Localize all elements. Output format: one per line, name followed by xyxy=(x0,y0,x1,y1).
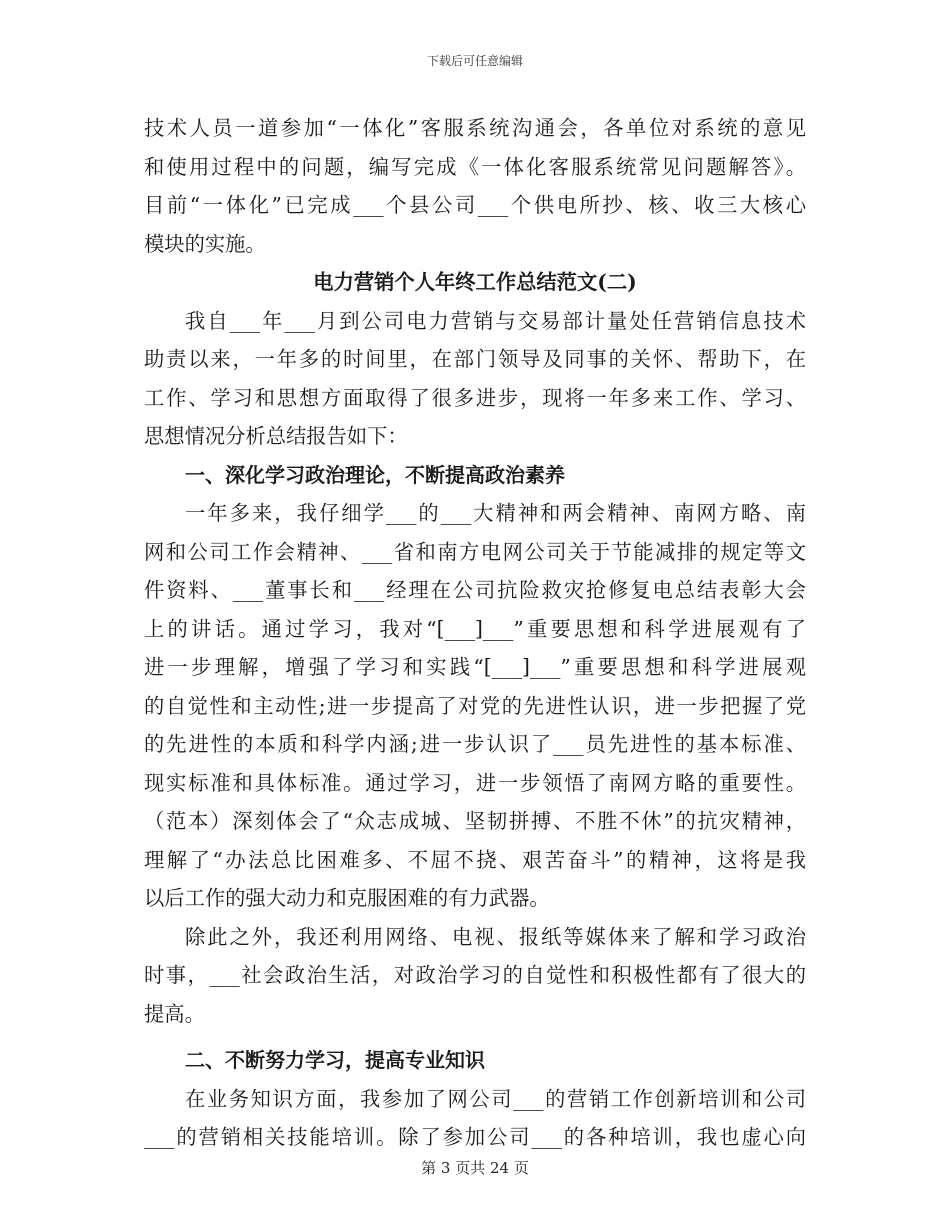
paragraph-line: 思想情况分析总结报告如下： xyxy=(144,424,408,448)
document-body xyxy=(144,109,806,1157)
page-footer: 第 3 页共 24 页 xyxy=(421,1159,529,1177)
paragraph-line: 除此之外，我还利用网络、电视、报纸等媒体来了解和学习政治 xyxy=(185,924,806,949)
section-title: 电力营销个人年终工作总结范文(二) xyxy=(313,270,637,294)
page-header: 下载后可任意编辑 xyxy=(426,54,523,68)
paragraph-line: 目前“一体化”已完成___个县公司___个供电所抄、核、收三大核心 xyxy=(144,193,806,217)
paragraph-line: 上的讲话。通过学习，我对“[___]___”重要思想和科学进展观有了 xyxy=(144,616,806,641)
paragraph-line: 助责以来，一年多的时间里，在部门领导及同事的关怀、帮助下，在 xyxy=(144,347,806,371)
heading-1: 一、深化学习政治理论，不断提高政治素养 xyxy=(185,462,565,487)
paragraph-line: 的自觉性和主动性;进一步提高了对党的先进性认识，进一步把握了党 xyxy=(144,693,806,718)
paragraph-line: 和使用过程中的问题，编写完成《一体化客服系统常见问题解答》。 xyxy=(144,154,806,179)
paragraph-line: 模块的实施。 xyxy=(144,231,266,256)
paragraph-line: 时事，___社会政治生活，对政治学习的自觉性和积极性都有了很大的 xyxy=(144,963,806,987)
paragraph-line: 一年多来，我仔细学___的___大精神和两会精神、南网方略、南 xyxy=(185,501,806,525)
paragraph-line: 件资料、___董事长和___经理在公司抗险救灾抢修复电总结表彰大会 xyxy=(144,578,806,602)
heading-2: 二、不断努力学习，提高专业知识 xyxy=(185,1048,485,1072)
paragraph-line: 网和公司工作会精神、___省和南方电网公司关于节能减排的规定等文 xyxy=(144,539,806,564)
paragraph-line: 进一步理解，增强了学习和实践“[___]___”重要思想和科学进展观 xyxy=(144,655,806,679)
paragraph-line: 技术人员一道参加“一体化”客服系统沟通会，各单位对系统的意见 xyxy=(144,116,806,140)
paragraph-line: 我自___年___月到公司电力营销与交易部计量处任营销信息技术 xyxy=(185,308,806,333)
paragraph-line: 工作、学习和思想方面取得了很多进步，现将一年多来工作、学习、 xyxy=(144,385,806,410)
paragraph-line: 现实标准和具体标准。通过学习，进一步领悟了南网方略的重要性。 xyxy=(144,770,806,795)
paragraph-line: （范本）深刻体会了“众志成城、坚韧拼搏、不胜不休”的抗灾精神， xyxy=(144,809,806,833)
paragraph-line: 提高。 xyxy=(144,1001,205,1026)
paragraph-line: ___的营销相关技能培训。除了参加公司___的各种培训，我也虚心向 xyxy=(144,1125,806,1149)
paragraph-line: 在业务知识方面，我参加了网公司___的营销工作创新培训和公司 xyxy=(185,1086,806,1111)
paragraph-line: 以后工作的强大动力和克服困难的有力武器。 xyxy=(144,886,550,910)
paragraph-line: 的先进性的本质和科学内涵;进一步认识了___员先进性的基本标准、 xyxy=(144,732,806,756)
paragraph-line: 理解了“办法总比困难多、不屈不挠、艰苦奋斗”的精神，这将是我 xyxy=(144,847,806,872)
